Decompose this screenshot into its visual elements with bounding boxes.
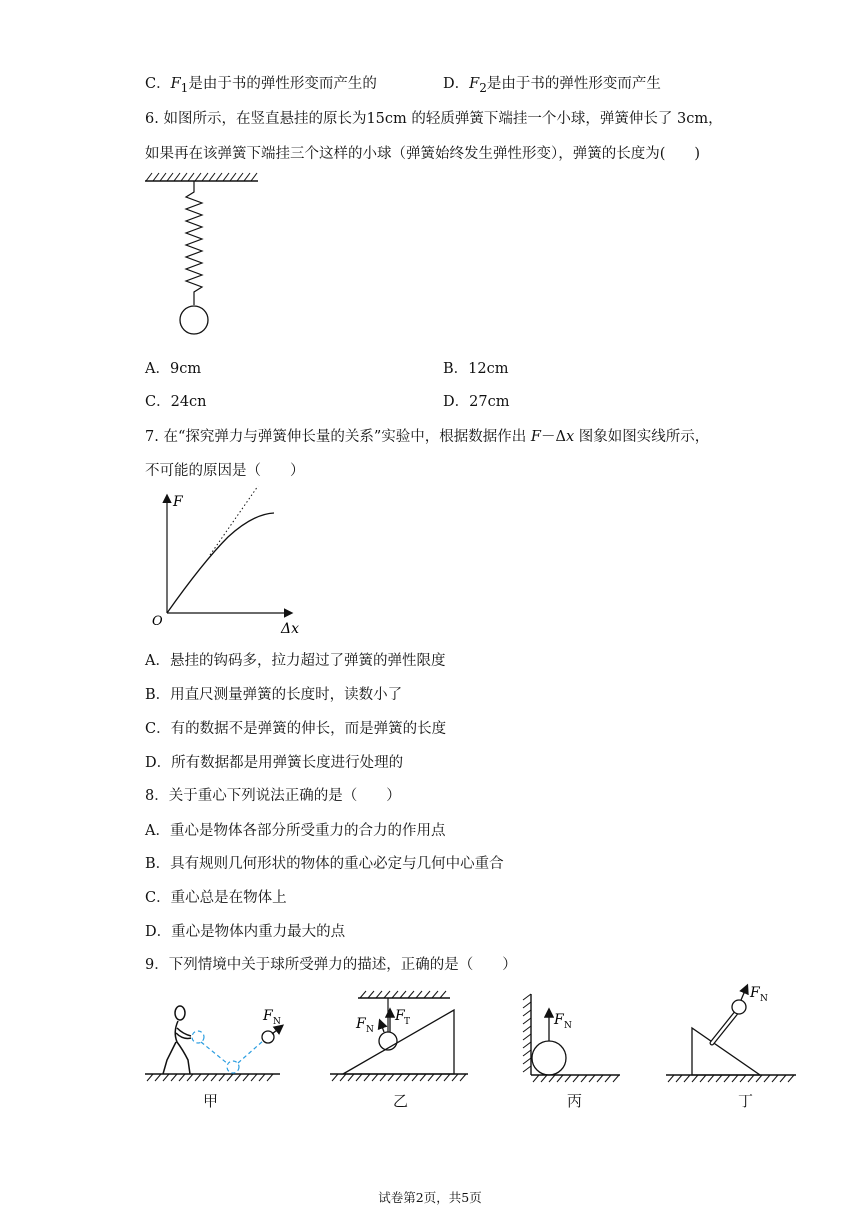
- origin-label: O: [152, 614, 163, 629]
- person-figure: [163, 1006, 191, 1074]
- q5-option-c-var: F: [170, 76, 181, 92]
- rod-inner: [712, 1013, 736, 1043]
- fn-sub: N: [564, 1021, 572, 1031]
- spring: [186, 181, 202, 305]
- q6-option-a: A．9cm: [145, 361, 202, 377]
- q7-option-d: D．所有数据都是用弹簧长度进行处理的: [145, 755, 404, 771]
- fn-arrow: [380, 1021, 384, 1032]
- q8-option-a: A．重心是物体各部分所受重力的合力的作用点: [145, 823, 446, 839]
- ball: [262, 1031, 274, 1043]
- q7-stem-pre: 7. 在“探究弹力与弹簧伸长量的关系”实验中，根据数据作出: [145, 429, 531, 445]
- q5-option-c-text: 是由于书的弹性形变而产生的: [188, 76, 377, 92]
- figure-ding: [660, 975, 800, 1085]
- ball: [379, 1032, 397, 1050]
- incline: [692, 1028, 760, 1075]
- q5-option-c: [145, 72, 377, 95]
- ft-label: F: [395, 1008, 405, 1024]
- fn-label: F: [356, 1016, 366, 1032]
- q7-stem-post: 图象如图实线所示，: [574, 429, 710, 445]
- fn-arrow: [741, 986, 747, 1000]
- fn-sub: N: [366, 1025, 374, 1035]
- caption-ding: 丁: [738, 1092, 754, 1110]
- q6-stem-line2: 如果再在该弹簧下端挂三个这样的小球（弹簧始终发生弹性形变），弹簧的长度为( ): [145, 146, 701, 162]
- q7-stem-line2: 不可能的原因是（ ）: [145, 463, 305, 479]
- figure-bing: [515, 990, 625, 1085]
- ceiling-hatch: [146, 173, 257, 181]
- q6-option-c: C．24cn: [145, 394, 207, 410]
- q6-option-b: B．12cm: [443, 361, 509, 377]
- q5-option-d-sub: 2: [479, 80, 487, 95]
- q6-stem-line1: 6. 如图所示，在竖直悬挂的原长为15cm 的轻质弹簧下端挂一个小球，弹簧伸长了 3cm，: [145, 111, 723, 127]
- q8-stem: 8．关于重心下列说法正确的是（ ）: [145, 788, 401, 804]
- q5-option-c-letter: C．: [145, 76, 171, 92]
- q9-stem: 9．下列情境中关于球所受弹力的描述，正确的是（ ）: [145, 957, 517, 973]
- x-axis-label: Δx: [281, 621, 300, 637]
- q5-option-d-letter: D．: [443, 76, 470, 92]
- spring-ball-figure: [140, 170, 270, 340]
- q7-stem-line1: [145, 425, 709, 446]
- fn-label: F: [263, 1008, 273, 1024]
- ball-trajectory: [192, 1031, 263, 1073]
- figure-yi: [328, 983, 478, 1083]
- fn-label: F: [554, 1012, 564, 1028]
- q7-option-c: C．有的数据不是弹簧的伸长，而是弹簧的长度: [145, 721, 447, 737]
- q7-stem-mid: －Δ: [540, 429, 566, 445]
- curve-solid: [167, 513, 274, 613]
- q5-option-d-var: F: [469, 76, 480, 92]
- q5-option-d: [443, 72, 661, 95]
- caption-jia: 甲: [203, 1092, 219, 1110]
- fn-label: F: [750, 985, 760, 1001]
- ball: [732, 1000, 746, 1014]
- q8-option-b: B．具有规则几何形状的物体的重心必定与几何中心重合: [145, 856, 504, 872]
- caption-yi: 乙: [393, 1092, 409, 1110]
- q8-option-d: D．重心是物体内重力最大的点: [145, 924, 346, 940]
- ball: [180, 306, 208, 334]
- q7-option-b: B．用直尺测量弹簧的长度时，读数小了: [145, 687, 403, 703]
- q5-option-d-text: 是由于书的弹性形变而产生: [486, 76, 661, 92]
- fn-sub: N: [273, 1017, 281, 1027]
- q7-stem-var-x: x: [565, 429, 575, 445]
- q7-option-a: A．悬挂的钩码多，拉力超过了弹簧的弹性限度: [145, 653, 446, 669]
- ball: [532, 1041, 566, 1075]
- q5-option-c-sub: 1: [180, 80, 189, 95]
- f-dx-graph: [148, 482, 318, 640]
- caption-bing: 丙: [567, 1092, 583, 1110]
- page-footer: 试卷第2页，共5页: [378, 1190, 482, 1205]
- fn-sub: N: [760, 994, 768, 1004]
- figure-jia: [143, 990, 293, 1085]
- ft-sub: T: [404, 1017, 411, 1027]
- q6-option-d: D．27cm: [443, 394, 510, 410]
- y-axis-label: F: [173, 494, 183, 510]
- force-arrow: [272, 1026, 282, 1034]
- q7-stem-var-f: F: [530, 429, 541, 445]
- q8-option-c: C．重心总是在物体上: [145, 890, 287, 906]
